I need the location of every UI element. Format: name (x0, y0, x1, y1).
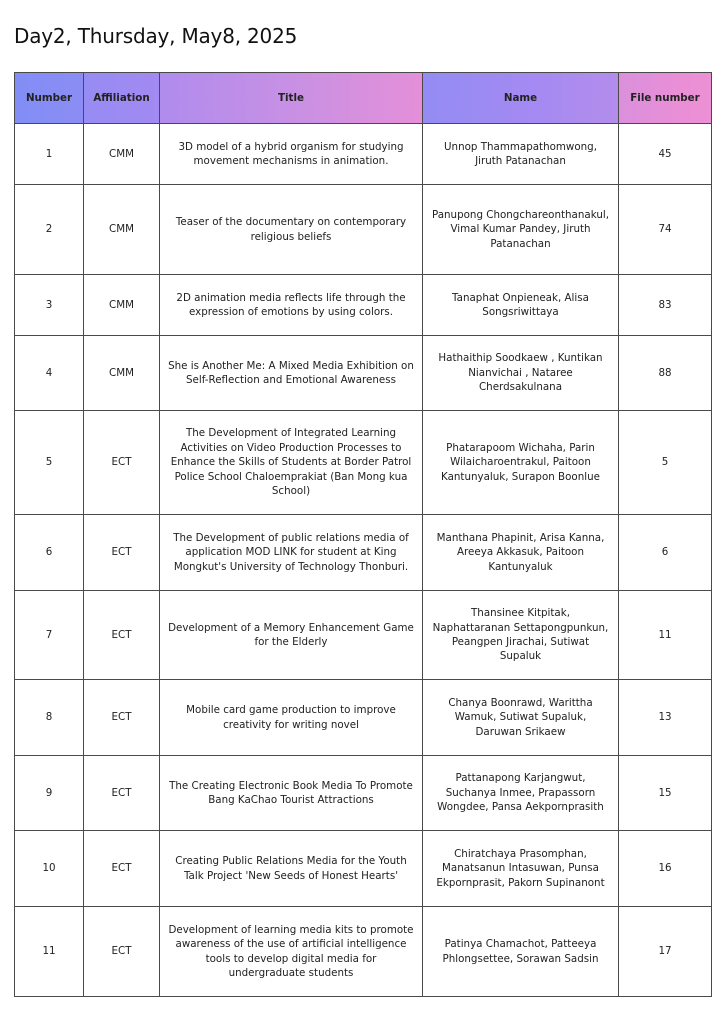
cell-title: Mobile card game production to improve creativity for writing novel (160, 680, 423, 756)
cell-name: Panupong Chongchareonthanakul, Vimal Kumar Pandey, Jiruth Patanachan (423, 185, 619, 275)
cell-name: Patinya Chamachot, Patteeya Phlongsettee, Sorawan Sadsin (423, 907, 619, 997)
table-row (15, 275, 712, 336)
cell-number: 10 (15, 831, 84, 907)
cell-title: The Development of public relations media of application MOD LINK for student at King Mongkut's University of Technology Thonburi. (160, 515, 423, 591)
header-row (15, 73, 712, 124)
cell-file-number: 45 (619, 124, 712, 185)
table-row (15, 411, 712, 515)
cell-file-number: 74 (619, 185, 712, 275)
cell-affiliation: CMM (84, 185, 160, 275)
table-row (15, 831, 712, 907)
header-affiliation: Affiliation (84, 73, 160, 124)
cell-number: 6 (15, 515, 84, 591)
cell-title: 3D model of a hybrid organism for studying movement mechanisms in animation. (160, 124, 423, 185)
cell-file-number: 15 (619, 756, 712, 831)
cell-file-number: 16 (619, 831, 712, 907)
cell-name: Unnop Thammapathomwong, Jiruth Patanachan (423, 124, 619, 185)
cell-number: 9 (15, 756, 84, 831)
cell-affiliation: CMM (84, 275, 160, 336)
cell-name: Tanaphat Onpieneak, Alisa Songsriwittaya (423, 275, 619, 336)
cell-file-number: 13 (619, 680, 712, 756)
cell-file-number: 5 (619, 411, 712, 515)
cell-title: Development of learning media kits to promote awareness of the use of artificial intelligence tools to develop digital media for undergraduate students (160, 907, 423, 997)
cell-number: 4 (15, 336, 84, 411)
cell-name: Hathaithip Soodkaew , Kuntikan Nianvichai , Nataree Cherdsakulnana (423, 336, 619, 411)
table-row (15, 336, 712, 411)
schedule-table (14, 72, 712, 997)
cell-affiliation: ECT (84, 907, 160, 997)
cell-affiliation: ECT (84, 831, 160, 907)
cell-affiliation: CMM (84, 336, 160, 411)
table-header (15, 73, 712, 124)
cell-file-number: 11 (619, 591, 712, 680)
cell-file-number: 6 (619, 515, 712, 591)
cell-affiliation: CMM (84, 124, 160, 185)
cell-number: 7 (15, 591, 84, 680)
table-row (15, 680, 712, 756)
cell-number: 5 (15, 411, 84, 515)
table-row (15, 907, 712, 997)
header-number: Number (15, 73, 84, 124)
cell-name: Phatarapoom Wichaha, Parin Wilaicharoentrakul, Paitoon Kantunyaluk, Surapon Boonlue (423, 411, 619, 515)
cell-file-number: 17 (619, 907, 712, 997)
cell-number: 8 (15, 680, 84, 756)
cell-title: She is Another Me: A Mixed Media Exhibition on Self-Reflection and Emotional Awareness (160, 336, 423, 411)
header-file-number: File number (619, 73, 712, 124)
cell-title: Creating Public Relations Media for the Youth Talk Project 'New Seeds of Honest Hearts' (160, 831, 423, 907)
cell-file-number: 88 (619, 336, 712, 411)
cell-title: Teaser of the documentary on contemporary religious beliefs (160, 185, 423, 275)
table-row (15, 185, 712, 275)
cell-affiliation: ECT (84, 680, 160, 756)
cell-number: 1 (15, 124, 84, 185)
cell-title: The Creating Electronic Book Media To Promote Bang KaChao Tourist Attractions (160, 756, 423, 831)
cell-number: 2 (15, 185, 84, 275)
cell-name: Manthana Phapinit, Arisa Kanna, Areeya Akkasuk, Paitoon Kantunyaluk (423, 515, 619, 591)
cell-name: Chiratchaya Prasomphan, Manatsanun Intasuwan, Punsa Ekpornprasit, Pakorn Supinanont (423, 831, 619, 907)
cell-affiliation: ECT (84, 515, 160, 591)
cell-affiliation: ECT (84, 411, 160, 515)
table-row (15, 591, 712, 680)
header-name: Name (423, 73, 619, 124)
cell-affiliation: ECT (84, 591, 160, 680)
cell-number: 3 (15, 275, 84, 336)
cell-title: The Development of Integrated Learning Activities on Video Production Processes to Enhance the Skills of Students at Border Patrol Police School Chaloemprakiat (Ban Mong kua School) (160, 411, 423, 515)
cell-name: Chanya Boonrawd, Warittha Wamuk, Sutiwat Supaluk, Daruwan Srikaew (423, 680, 619, 756)
cell-file-number: 83 (619, 275, 712, 336)
table-row (15, 756, 712, 831)
cell-title: 2D animation media reflects life through the expression of emotions by using colors. (160, 275, 423, 336)
cell-number: 11 (15, 907, 84, 997)
header-title: Title (160, 73, 423, 124)
page-title: Day2, Thursday, May8, 2025 (14, 24, 298, 48)
cell-affiliation: ECT (84, 756, 160, 831)
cell-title: Development of a Memory Enhancement Game for the Elderly (160, 591, 423, 680)
table-row (15, 124, 712, 185)
table-body (15, 124, 712, 997)
cell-name: Pattanapong Karjangwut, Suchanya Inmee, Prapassorn Wongdee, Pansa Aekpornprasith (423, 756, 619, 831)
table-row (15, 515, 712, 591)
cell-name: Thansinee Kitpitak, Naphattaranan Settapongpunkun, Peangpen Jirachai, Sutiwat Supaluk (423, 591, 619, 680)
